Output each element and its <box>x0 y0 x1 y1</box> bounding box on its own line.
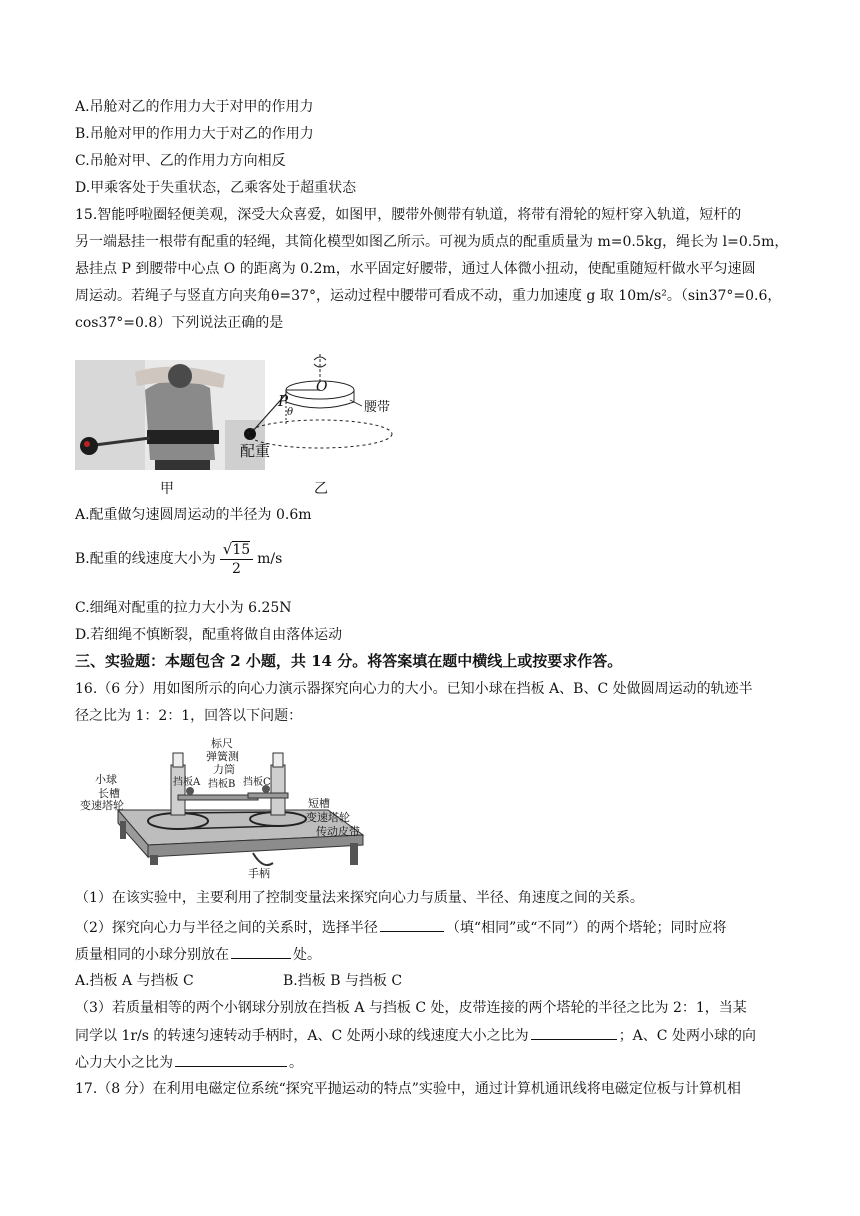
q16-part-3-line-3 <box>75 1052 303 1073</box>
q16-part-3-line-2 <box>75 1025 756 1046</box>
fraction: $\frac{√15}{2}$ <box>220 540 253 578</box>
label-p: P <box>278 392 289 410</box>
label-belt: 腰带 <box>364 400 391 415</box>
q16-part-3-text-e: 。 <box>289 1055 303 1071</box>
hula-hoop-diagram <box>230 352 420 467</box>
q16-stem-line-2: 径之比为 1：2：1，回答以下问题： <box>75 708 303 724</box>
q16-part-2-line-1 <box>75 917 727 938</box>
q15-stem-line-5: cos37°=0.8）下列说法正确的是 <box>75 315 284 331</box>
answer-blank-position[interactable] <box>231 944 291 959</box>
q16-part-2-text-c: 质量相同的小球分别放在 <box>75 947 229 963</box>
label-o: O <box>316 379 328 395</box>
label-plate-c: 挡板C <box>243 777 271 788</box>
figure-label-yi: 乙 <box>314 481 328 497</box>
q15-option-c: C.细绳对配重的拉力大小为 6.25N <box>75 600 292 616</box>
q16-part-3-text-d: 心力大小之比为 <box>75 1055 173 1071</box>
q16-part-2-text-d: 处。 <box>293 947 321 963</box>
label-theta: θ <box>287 407 294 418</box>
q16-option-a: A.挡板 A 与挡板 C <box>75 973 194 989</box>
label-long-slot: 长槽 <box>98 787 120 800</box>
label-belt-drive: 传动皮带 <box>316 825 360 838</box>
label-plate-b: 挡板B <box>208 779 236 790</box>
label-handle: 手柄 <box>248 867 270 880</box>
label-gear-left: 变速塔轮 <box>80 799 124 812</box>
q16-option-b: B.挡板 B 与挡板 C <box>283 973 403 989</box>
label-gear-right: 变速塔轮 <box>306 811 350 824</box>
q16-part-3-text-c: ；A、C 处两小球的向 <box>618 1028 756 1044</box>
q15-option-d: D.若细绳不慎断裂，配重将做自由落体运动 <box>75 627 343 643</box>
q15-option-b-prefix: B.配重的线速度大小为 <box>75 551 216 567</box>
answer-blank-speed-ratio[interactable] <box>531 1025 617 1040</box>
label-short-slot: 短槽 <box>308 797 330 810</box>
sqrt-radicand: 15 <box>232 542 251 558</box>
q16-part-2-text-b: （填“相同”或“不同”）的两个塔轮；同时应将 <box>445 920 727 936</box>
q14-option-a: A.吊舱对乙的作用力大于对甲的作用力 <box>75 99 314 115</box>
answer-blank-force-ratio[interactable] <box>175 1052 287 1067</box>
q14-option-d: D.甲乘客处于失重状态，乙乘客处于超重状态 <box>75 180 357 196</box>
q16-part-3-line-1: （3）若质量相等的两个小钢球分别放在挡板 A 与挡板 C 处，皮带连接的两个塔轮的半径之比为 2：1，当某 <box>75 1000 747 1016</box>
label-plate-a: 挡板A <box>173 777 201 788</box>
q15-stem-line-3: 悬挂点 P 到腰带中心点 O 的距离为 0.2m，水平固定好腰带，通过人体微小扭动，使配重随短杆做水平匀速圆 <box>75 261 756 277</box>
fraction-denominator: 2 <box>231 561 241 577</box>
label-weight: 配重 <box>240 442 271 460</box>
label-ball: 小球 <box>95 773 117 786</box>
q14-option-c: C.吊舱对甲、乙的作用力方向相反 <box>75 153 286 169</box>
q15-stem-line-1: 15.智能呼啦圈轻便美观，深受大众喜爱，如图甲，腰带外侧带有轨道，将带有滑轮的短杆穿入轨道，短杆的 <box>75 207 742 223</box>
q15-stem-line-2: 另一端悬挂一根带有配重的轻绳，其简化模型如图乙所示。可视为质点的配重质量为 m=0.5kg，绳长为 l=0.5m， <box>75 234 789 250</box>
label-force-tube: 力筒 <box>213 763 235 776</box>
q16-stem-line-1: 16.（6 分）用如图所示的向心力演示器探究向心力的大小。已知小球在挡板 A、B、C 处做圆周运动的轨迹半 <box>75 681 753 697</box>
q16-part-2-text-a: （2）探究向心力与半径之间的关系时，选择半径 <box>75 920 378 936</box>
figure-label-jia: 甲 <box>160 481 174 497</box>
section-heading: 三、实验题：本题包含 2 小题，共 14 分。将答案填在题中横线上或按要求作答。 <box>75 652 623 670</box>
q16-part-1: （1）在该实验中，主要利用了控制变量法来探究向心力与质量、半径、角速度之间的关系。 <box>75 890 644 906</box>
q16-part-3-text-b: 同学以 1r/s 的转速匀速转动手柄时，A、C 处两小球的线速度大小之比为 <box>75 1028 529 1044</box>
q16-part-2-line-2 <box>75 944 321 965</box>
centripetal-force-apparatus <box>78 735 368 880</box>
q15-stem-line-4: 周运动。若绳子与竖直方向夹角θ=37°，运动过程中腰带可看成不动，重力加速度 g 取 10m/s²。（sin37°=0.6， <box>75 288 782 304</box>
answer-blank-radius[interactable] <box>380 917 444 932</box>
q15-option-b <box>75 540 282 578</box>
q14-option-b: B.吊舱对甲的作用力大于对乙的作用力 <box>75 126 314 142</box>
label-ruler: 标尺 <box>211 737 233 750</box>
q15-option-a: A.配重做匀速圆周运动的半径为 0.6m <box>75 507 312 523</box>
label-spring: 弹簧测 <box>206 750 239 763</box>
q15-option-b-unit: m/s <box>257 551 283 567</box>
q17-stem-line-1: 17.（8 分）在利用电磁定位系统“探究平抛运动的特点”实验中，通过计算机通讯线将电磁定位板与计算机相 <box>75 1081 741 1097</box>
